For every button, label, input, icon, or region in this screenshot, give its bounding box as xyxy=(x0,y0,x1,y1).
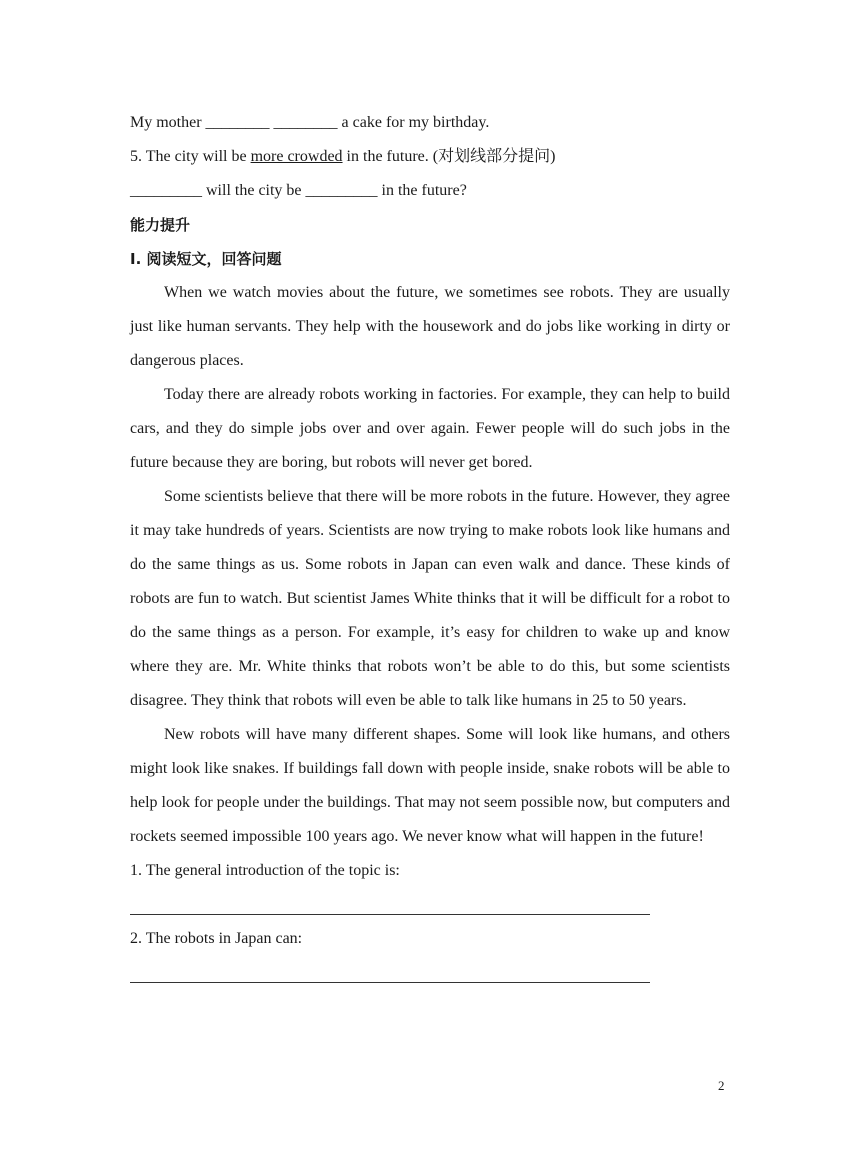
question-2: 2. The robots in Japan can: xyxy=(130,930,303,947)
fill-blank-sentence: My mother ________ ________ a cake for my birthday. xyxy=(130,114,490,131)
section-title: 能力提升 xyxy=(130,216,191,234)
question-5-answer-template: _________ will the city be _________ in the future? xyxy=(130,182,467,199)
part-title: Ⅰ. 阅读短文，回答问题 xyxy=(130,250,282,268)
answer-line-2 xyxy=(130,956,730,990)
page-number: 2 xyxy=(718,1078,725,1093)
worksheet-page xyxy=(130,106,730,990)
question-5-prefix: 5. The city will be xyxy=(130,148,251,165)
question-1: 1. The general introduction of the topic is: xyxy=(130,862,400,879)
question-5-suffix: in the future. (对划线部分提问) xyxy=(342,148,556,165)
passage-paragraph-2: Today there are already robots working in factories. For example, they can help to build cars, and they do simple jobs over and over again. Fewer people will do such jobs in the future because they are boring, but robots will never get bored. xyxy=(130,386,730,471)
passage-paragraph-3: Some scientists believe that there will be more robots in the future. However, they agree it may take hundreds of years. Scientists are now trying to make robots look like humans and do the same things as us. Some robots in Japan can even walk and dance. These kinds of robots are fun to watch. But scientist James White thinks that it will be difficult for a robot to do the same things as a person. For example, it’s easy for children to wake up and know where they are. Mr. White thinks that robots won’t be able to do this, but some scientists disagree. They think that robots will even be able to talk like humans in 25 to 50 years. xyxy=(130,488,730,709)
passage-paragraph-1: When we watch movies about the future, we sometimes see robots. They are usually just like human servants. They help with the housework and do jobs like working in dirty or dangerous places. xyxy=(130,284,730,369)
passage-paragraph-4: New robots will have many different shapes. Some will look like humans, and others might look like snakes. If buildings fall down with people inside, snake robots will be able to help look for people under the buildings. That may not seem possible now, but computers and rockets seemed impossible 100 years ago. We never know what will happen in the future! xyxy=(130,726,730,845)
answer-line-1 xyxy=(130,888,730,922)
question-5-underlined: more crowded xyxy=(250,148,343,165)
question-5 xyxy=(130,140,730,174)
